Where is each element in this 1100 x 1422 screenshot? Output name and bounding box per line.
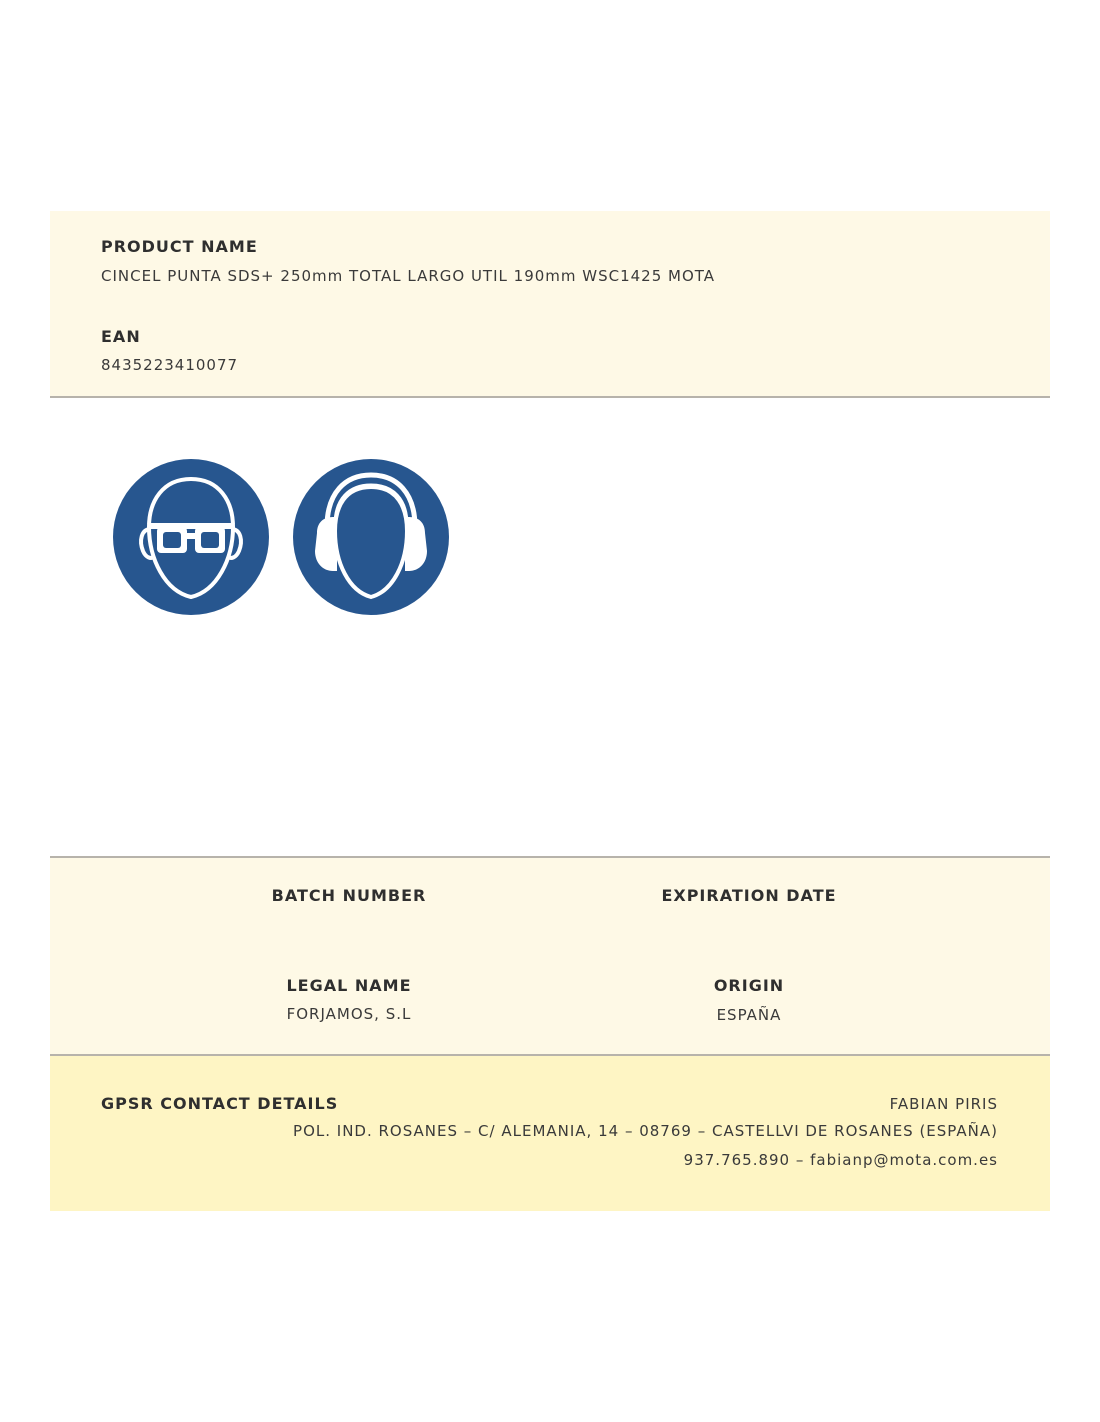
batch-number-label: BATCH NUMBER <box>271 886 427 905</box>
legal-name-label: LEGAL NAME <box>286 976 412 995</box>
safety-pictograms <box>113 459 453 615</box>
origin-label: ORIGIN <box>713 976 785 995</box>
ean-label: EAN <box>101 327 141 346</box>
eye-protection-icon <box>113 459 269 615</box>
ean-value: 8435223410077 <box>101 356 239 374</box>
product-name-label: PRODUCT NAME <box>101 237 258 256</box>
legal-name-value: FORJAMOS, S.L <box>286 1005 412 1023</box>
product-name-value: CINCEL PUNTA SDS+ 250mm TOTAL LARGO UTIL 190mm WSC1425 MOTA <box>101 267 716 285</box>
origin-value: ESPAÑA <box>716 1006 782 1024</box>
gpsr-contact-panel <box>50 1056 1050 1211</box>
gpsr-address: POL. IND. ROSANES – C/ ALEMANIA, 14 – 08769 – CASTELLVI DE ROSANES (ESPAÑA) <box>293 1122 998 1140</box>
ear-protection-icon <box>293 459 449 615</box>
batch-details-panel <box>50 856 1050 1056</box>
expiration-date-label: EXPIRATION DATE <box>661 886 837 905</box>
gpsr-contact-name: FABIAN PIRIS <box>889 1095 998 1113</box>
gpsr-phone-email: 937.765.890 – fabianp@mota.com.es <box>683 1151 998 1169</box>
gpsr-contact-label: GPSR CONTACT DETAILS <box>101 1094 339 1113</box>
product-info-panel <box>50 211 1050 398</box>
